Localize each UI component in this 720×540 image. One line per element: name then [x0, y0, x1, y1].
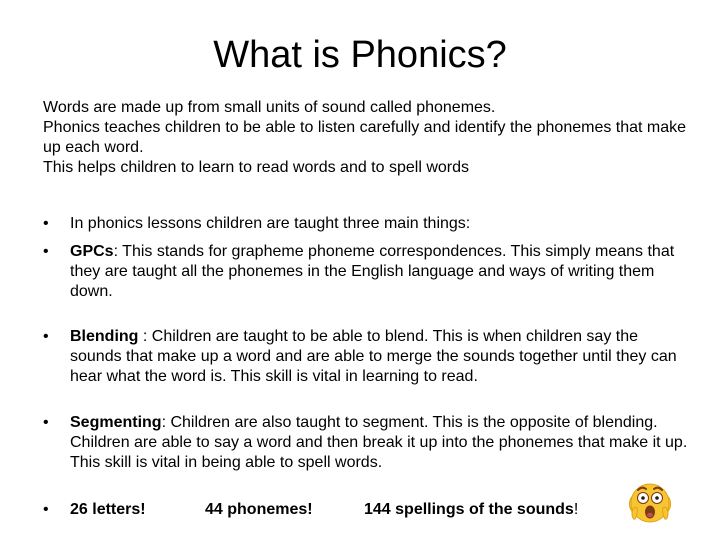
bullet-marker: •: [43, 328, 49, 345]
bullet-item: [43, 242, 693, 302]
bullet-item: [43, 413, 693, 473]
bullet-text: In phonics lessons children are taught three main things:: [70, 215, 471, 232]
bullet-description: : Children are taught to be able to blend. This is when children say the sounds that make up a word and are able to merge the sounds together until they can hear what the word is. This skill is vital in learning to read.: [70, 328, 677, 385]
slide-title: What is Phonics?: [213, 34, 507, 76]
bullet-text: [70, 242, 693, 302]
bullet-term: Blending: [70, 328, 139, 345]
bullet-text: [70, 413, 693, 473]
bullet-marker: •: [43, 501, 49, 518]
shocked-face-icon: [626, 478, 674, 526]
bullet-marker: •: [43, 215, 49, 232]
intro-line: Words are made up from small units of sound called phonemes.: [43, 99, 496, 116]
fact-letters: 26 letters!: [70, 501, 146, 518]
fact-spellings-text: 144 spellings of the sounds: [364, 501, 574, 518]
bullet-text: [70, 327, 693, 387]
bullet-item: [43, 327, 693, 387]
intro-line: This helps children to learn to read words and to spell words: [43, 159, 469, 176]
bullet-marker: •: [43, 414, 49, 431]
bullet-term: GPCs: [70, 243, 114, 260]
bullet-item: [43, 214, 693, 234]
bullet-description: : This stands for grapheme phoneme correspondences. This simply means that they are taught all the phonemes in the English language and ways of writing them down.: [70, 243, 675, 300]
fact-spellings: [364, 500, 578, 520]
bullet-term: Segmenting: [70, 414, 162, 431]
bullet-description: : Children are also taught to segment. This is the opposite of blending. Children are able to say a word and then break it up into the phonemes that make it up. This skill is vital in being able to spell words.: [70, 414, 688, 471]
bullet-marker: •: [43, 243, 49, 260]
fact-spellings-tail: !: [573, 501, 579, 518]
intro-line: Phonics teaches children to be able to listen carefully and identify the phonemes that make up each word.: [43, 119, 687, 156]
intro-paragraph: [43, 98, 703, 178]
fact-phonemes: 44 phonemes!: [205, 501, 313, 518]
